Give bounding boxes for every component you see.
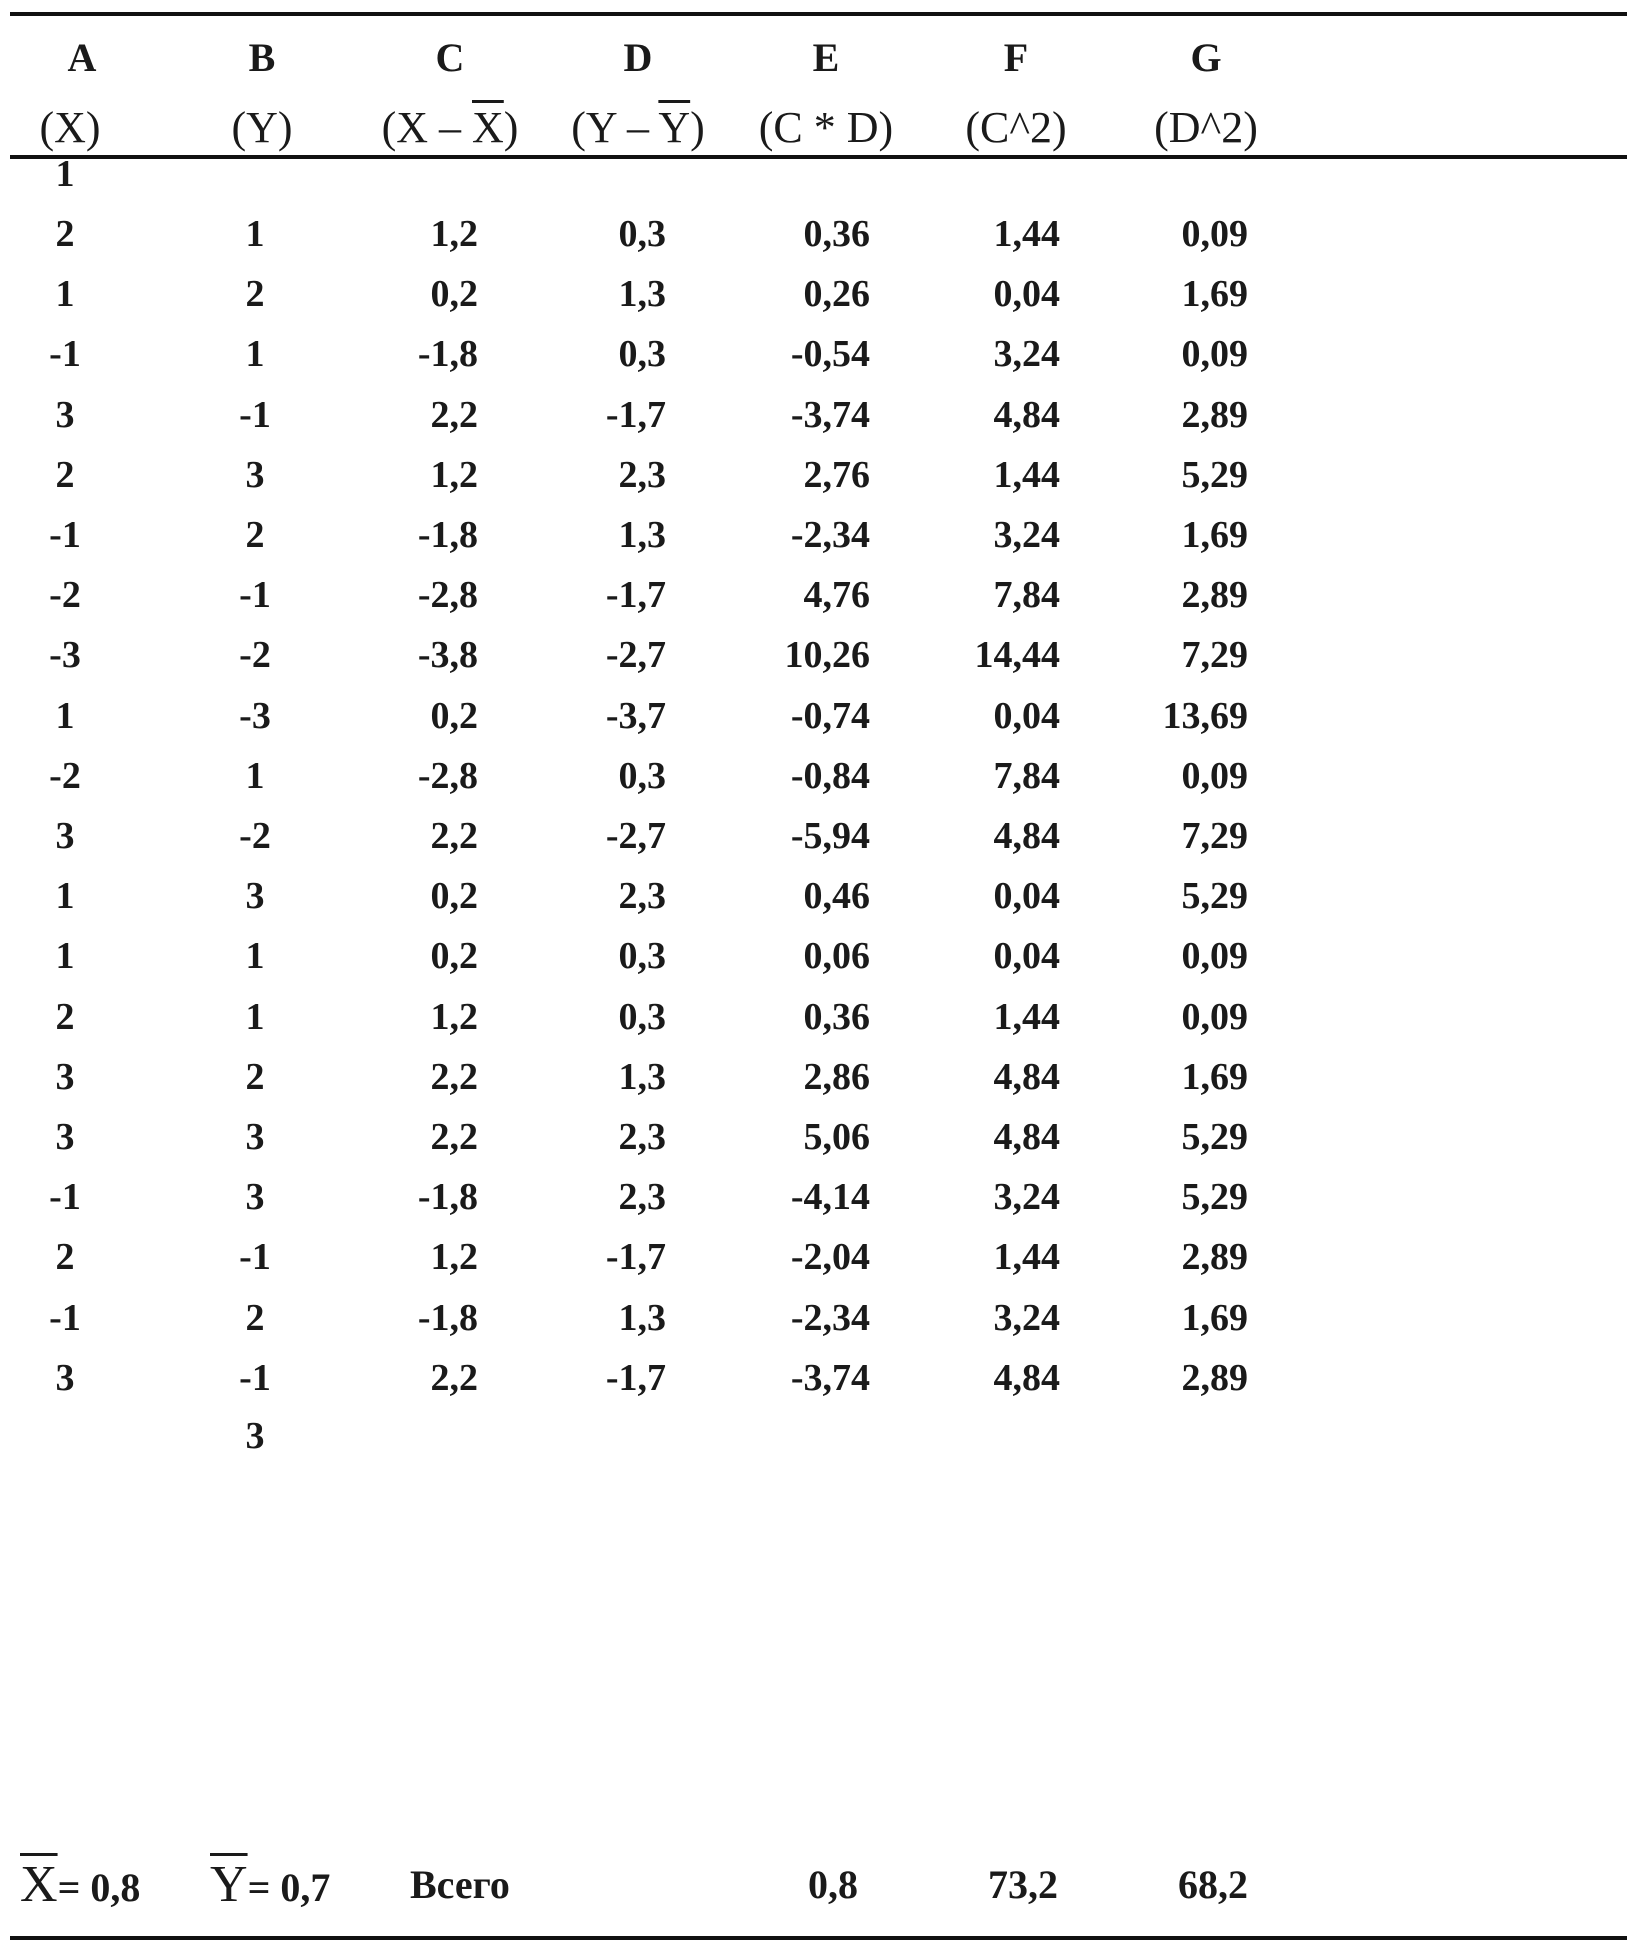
table-cell-f: 14,44 [974, 634, 1060, 676]
table-cell-d: -1,7 [605, 574, 666, 616]
table-cell-b: 2 [245, 1056, 265, 1098]
table-cell-c: 2,2 [430, 1357, 478, 1399]
table-cell-g: 2,89 [1181, 394, 1248, 436]
table-cell-f: 4,84 [993, 394, 1060, 436]
table-cell-a: -2 [49, 755, 81, 797]
table-cell-x-extra: 1 [55, 153, 75, 195]
column-header-formula-f: (C^2) [965, 103, 1067, 152]
table-cell-a: 1 [55, 875, 75, 917]
column-header-formula-e: (C * D) [758, 103, 894, 152]
footer-total-label: Всего [410, 1862, 510, 1907]
table-cell-f: 3,24 [993, 514, 1060, 556]
footer-sum-g: 68,2 [1178, 1862, 1248, 1907]
table-cell-a: -1 [49, 333, 81, 375]
table-cell-c: -1,8 [417, 514, 478, 556]
table-cell-a: 2 [55, 996, 75, 1038]
table-cell-c: -3,8 [417, 634, 478, 676]
table-cell-b: 3 [245, 1116, 265, 1158]
statistics-table [10, 12, 1627, 1952]
table-cell-e: 10,26 [784, 634, 870, 676]
column-header-letter-b: B [248, 35, 276, 80]
table-cell-f: 4,84 [993, 1357, 1060, 1399]
column-header-formula-a: (X) [39, 103, 101, 152]
table-cell-g: 1,69 [1181, 514, 1248, 556]
table-cell-c: 1,2 [430, 213, 478, 255]
table-cell-a: 2 [55, 213, 75, 255]
table-cell-b: 2 [245, 514, 265, 556]
table-cell-b: -1 [239, 394, 271, 436]
table-cell-d: -1,7 [605, 1357, 666, 1399]
table-cell-c: 0,2 [430, 875, 478, 917]
table-cell-c: 2,2 [430, 815, 478, 857]
table-cell-d: 1,3 [618, 273, 666, 315]
table-cell-c: 2,2 [430, 1116, 478, 1158]
table-cell-d: 0,3 [618, 213, 666, 255]
column-header-formula-g: (D^2) [1154, 103, 1258, 152]
table-cell-g: 1,69 [1181, 273, 1248, 315]
column-header-formula-d: $(Y - \overline{Y})$ [571, 103, 705, 152]
table-cell-f: 1,44 [993, 996, 1060, 1038]
table-cell-a: 3 [55, 394, 75, 436]
table-bottom-rule [10, 1936, 1627, 1940]
table-cell-e: 0,06 [803, 935, 870, 977]
table-cell-b: -1 [239, 574, 271, 616]
table-cell-d: 2,3 [618, 1116, 666, 1158]
footer-sum-f: 73,2 [988, 1862, 1058, 1907]
table-cell-g: 5,29 [1181, 454, 1248, 496]
table-cell-b: -1 [239, 1357, 271, 1399]
table-cell-g: 2,89 [1181, 1357, 1248, 1399]
table-cell-b: -3 [239, 695, 271, 737]
table-cell-c: -1,8 [417, 1297, 478, 1339]
table-cell-y-extra: 3 [245, 1415, 265, 1457]
table-cell-e: 0,36 [803, 996, 870, 1038]
table-cell-f: 1,44 [993, 1236, 1060, 1278]
table-cell-c: -2,8 [417, 755, 478, 797]
table-cell-e: 0,46 [803, 875, 870, 917]
table-cell-a: 3 [55, 1357, 75, 1399]
table-cell-b: -2 [239, 634, 271, 676]
table-cell-b: 1 [245, 755, 265, 797]
table-cell-c: 0,2 [430, 273, 478, 315]
table-cell-c: 1,2 [430, 996, 478, 1038]
table-cell-d: 0,3 [618, 996, 666, 1038]
table-cell-g: 7,29 [1181, 815, 1248, 857]
table-cell-e: 0,36 [803, 213, 870, 255]
table-cell-e: 5,06 [803, 1116, 870, 1158]
table-cell-g: 5,29 [1181, 1116, 1248, 1158]
table-cell-d: -1,7 [605, 394, 666, 436]
table-cell-g: 2,89 [1181, 574, 1248, 616]
table-cell-g: 1,69 [1181, 1056, 1248, 1098]
table-cell-c: -1,8 [417, 1176, 478, 1218]
table-cell-c: 2,2 [430, 394, 478, 436]
table-cell-c: -2,8 [417, 574, 478, 616]
table-cell-a: 2 [55, 1236, 75, 1278]
table-cell-g: 13,69 [1162, 695, 1248, 737]
table-cell-e: -3,74 [790, 1357, 870, 1399]
table-cell-d: -2,7 [605, 815, 666, 857]
table-header-rule [10, 155, 1627, 159]
table-cell-d: 1,3 [618, 1297, 666, 1339]
table-cell-f: 4,84 [993, 1116, 1060, 1158]
table-cell-a: -1 [49, 514, 81, 556]
table-cell-e: -0,54 [790, 333, 870, 375]
table-cell-a: -2 [49, 574, 81, 616]
table-cell-e: -2,04 [790, 1236, 870, 1278]
table-cell-b: 1 [245, 996, 265, 1038]
table-cell-a: 3 [55, 1116, 75, 1158]
table-cell-a: 3 [55, 815, 75, 857]
table-cell-d: 0,3 [618, 935, 666, 977]
table-cell-a: 3 [55, 1056, 75, 1098]
column-header-letter-d: D [623, 35, 653, 80]
table-cell-a: -1 [49, 1297, 81, 1339]
table-cell-e: -2,34 [790, 514, 870, 556]
table-top-rule [10, 12, 1627, 16]
table-cell-f: 4,84 [993, 815, 1060, 857]
table-cell-g: 0,09 [1181, 935, 1248, 977]
table-cell-d: 2,3 [618, 1176, 666, 1218]
table-cell-a: 1 [55, 273, 75, 315]
column-header-formula-c: $(X - \overline{X})$ [381, 103, 519, 152]
column-header-letter-a: A [67, 35, 97, 80]
table-cell-f: 3,24 [993, 1297, 1060, 1339]
table-cell-b: 3 [245, 875, 265, 917]
table-cell-e: -0,84 [790, 755, 870, 797]
table-cell-d: -2,7 [605, 634, 666, 676]
table-cell-a: -3 [49, 634, 81, 676]
table-cell-b: -1 [239, 1236, 271, 1278]
table-cell-e: 2,76 [803, 454, 870, 496]
table-cell-g: 0,09 [1181, 213, 1248, 255]
table-cell-d: 0,3 [618, 333, 666, 375]
table-cell-e: 4,76 [803, 574, 870, 616]
table-cell-d: -1,7 [605, 1236, 666, 1278]
table-cell-f: 3,24 [993, 1176, 1060, 1218]
table-cell-b: 1 [245, 213, 265, 255]
table-cell-e: -3,74 [790, 394, 870, 436]
table-cell-f: 0,04 [993, 273, 1060, 315]
table-cell-e: -4,14 [790, 1176, 870, 1218]
table-cell-a: 1 [55, 695, 75, 737]
table-cell-g: 0,09 [1181, 755, 1248, 797]
table-cell-d: 1,3 [618, 1056, 666, 1098]
table-cell-g: 7,29 [1181, 634, 1248, 676]
table-cell-e: -5,94 [790, 815, 870, 857]
table-cell-f: 3,24 [993, 333, 1060, 375]
table-cell-f: 0,04 [993, 875, 1060, 917]
table-cell-b: 1 [245, 935, 265, 977]
table-cell-f: 0,04 [993, 935, 1060, 977]
table-cell-b: 3 [245, 454, 265, 496]
table-cell-a: 2 [55, 454, 75, 496]
table-cell-g: 0,09 [1181, 996, 1248, 1038]
column-header-letter-f: F [1003, 35, 1029, 80]
table-cell-b: 2 [245, 273, 265, 315]
table-cell-e: -0,74 [790, 695, 870, 737]
table-cell-e: 2,86 [803, 1056, 870, 1098]
table-cell-b: 2 [245, 1297, 265, 1339]
table-cell-e: -2,34 [790, 1297, 870, 1339]
footer-y-mean: $\overline{Y}= 0,7$ [210, 1856, 331, 1913]
column-header-letter-e: E [812, 35, 840, 80]
table-cell-d: 0,3 [618, 755, 666, 797]
table-cell-f: 0,04 [993, 695, 1060, 737]
table-cell-b: 1 [245, 333, 265, 375]
table-cell-f: 7,84 [993, 574, 1060, 616]
column-header-letter-c: C [435, 35, 465, 80]
column-header-formula-b: (Y) [231, 103, 293, 152]
footer-sum-e: 0,8 [808, 1862, 858, 1907]
table-cell-e: 0,26 [803, 273, 870, 315]
table-cell-g: 2,89 [1181, 1236, 1248, 1278]
table-cell-f: 1,44 [993, 213, 1060, 255]
table-cell-g: 5,29 [1181, 1176, 1248, 1218]
table-cell-f: 4,84 [993, 1056, 1060, 1098]
table-cell-d: 2,3 [618, 875, 666, 917]
table-cell-a: -1 [49, 1176, 81, 1218]
column-header-letter-g: G [1190, 35, 1222, 80]
table-cell-g: 0,09 [1181, 333, 1248, 375]
table-cell-d: 1,3 [618, 514, 666, 556]
table-cell-c: 0,2 [430, 935, 478, 977]
footer-x-mean: $\overline{X}= 0,8$ [20, 1856, 141, 1913]
table-cell-b: -2 [239, 815, 271, 857]
table-cell-b: 3 [245, 1176, 265, 1218]
table-cell-c: 1,2 [430, 1236, 478, 1278]
table-cell-a: 1 [55, 935, 75, 977]
table-cell-d: 2,3 [618, 454, 666, 496]
table-cell-f: 1,44 [993, 454, 1060, 496]
table-cell-f: 7,84 [993, 755, 1060, 797]
table-cell-g: 1,69 [1181, 1297, 1248, 1339]
table-cell-c: 2,2 [430, 1056, 478, 1098]
table-cell-d: -3,7 [605, 695, 666, 737]
table-cell-g: 5,29 [1181, 875, 1248, 917]
table-cell-c: 0,2 [430, 695, 478, 737]
table-cell-c: 1,2 [430, 454, 478, 496]
table-cell-c: -1,8 [417, 333, 478, 375]
